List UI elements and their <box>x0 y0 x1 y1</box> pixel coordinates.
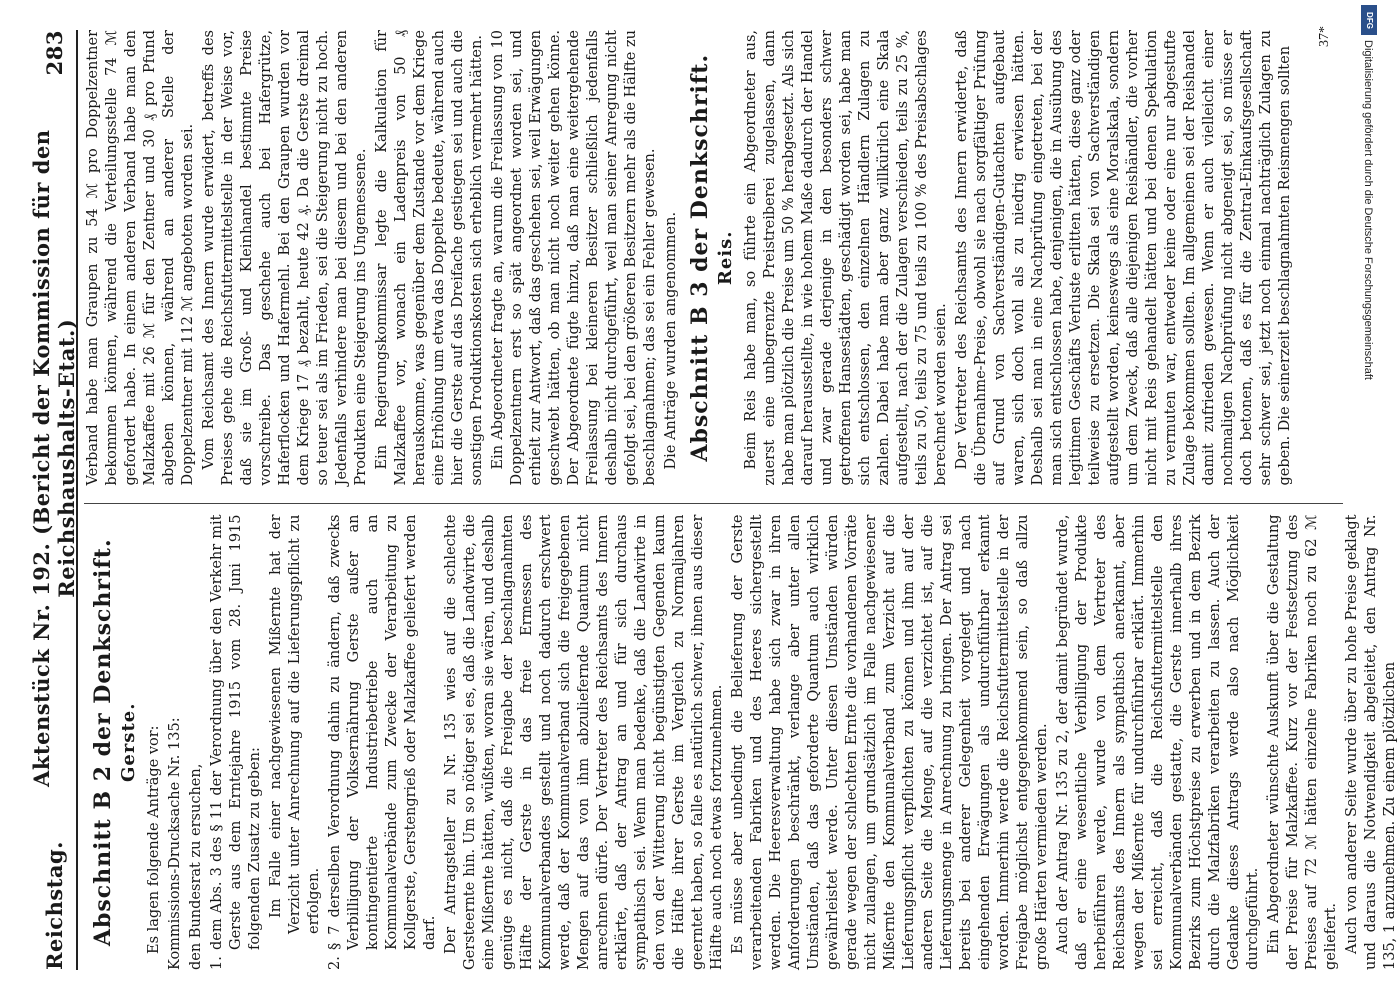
paragraph: den Bundesrat zu ersuchen, <box>188 763 204 970</box>
dfg-logo-text: DFG <box>1364 11 1374 29</box>
list-number: 2. <box>327 956 343 970</box>
column-right <box>84 30 1343 486</box>
header-left: Reichstag. <box>41 841 67 970</box>
page-number: 283 <box>41 30 67 76</box>
paragraph: Auch der Antrag Nr. 135 zu 2, der damit begründet wurde, daß er eine wesentliche Verbilligung der Produkte herbeiführen werde, wurde von dem Vertreter des Reichsamts des Innern als sympathisch anerkannt, aber wegen der Mißernte für undurchführbar erklärt. Immerhin sei erreicht, daß die Reichsfuttermittelstelle den Kommunalverbänden gestatte, die Gerste innerhalb ihres Bezirks zum Höchstpreise zu erwerben und in dem Bezirk durch die Malzfabriken verarbeiten zu lassen. Auch der Gedanke dieses Antrags werde also nach Möglichkeit durchgeführt. <box>1055 514 1261 970</box>
list-item <box>326 515 440 971</box>
sheet-signature: 37* <box>1317 26 1332 47</box>
column-left <box>84 504 1398 971</box>
list-number: 1. <box>209 956 225 970</box>
paragraph: Ein Abgeordneter wünschte Auskunft über die Gestaltung der Preise für Malzkaffee. Kurz vor der Festsetzung des Preises auf 72 ℳ hätten einzelne Fabriken noch zu 62 ℳ geliefert. <box>1266 514 1339 970</box>
paragraph: Ein Regierungskommissar legte die Kalkulation für Malzkaffee vor, wonach ein Ladenpreis von 50 ₰ herauskomme, was gegenüber dem Zustande vor dem Kriege eine Erhöhung um etwa das Doppelte bedeute, während auch hier die Gerste auf das Dreifache gestiegen sei und auch die sonstigen Produktionskosten sich erheblich vermehrt hätten. <box>374 30 485 486</box>
quote: Im Falle einer nachgewiesenen Mißernte hat der Verzicht unter Anrechnung auf die Lieferungspflicht zu erfolgen. <box>268 514 322 934</box>
paragraph: Es müsse aber unbedingt die Belieferung der Gerste verarbeitenden Fabriken und des Heeres sichergestellt werden. Die Heeresverwaltung habe sich zwar in ihren Anforderungen beschränkt, verlange aber unter allen Umständen, daß das geforderte Quantum auch wirklich gewährleistet werde. Unter diesen Umständen würden gerade wegen der schlechten Ernte die vorhandenen Vorräte nicht zulangen, um grundsätzlich im Falle nachgewiesener Mißernte den Kommunalverband zum Verzicht auf die Lieferungspflicht verpflichten zu können und ihm auf der anderen Seite die Menge, auf die verzichtet ist, auf die Lieferungsmenge in Anrechnung zu bringen. Der Antrag sei bereits bei anderer Gelegenheit vorgelegt und nach eingehenden Erwägungen als undurchführbar erkannt worden. Immerhin werde die Reichsfuttermittelstelle in der Freigabe möglichst entgegenkommend sein, so daß allzu große Härten vermieden werden. <box>730 514 1050 970</box>
paragraph: Die Anträge wurden angenommen. <box>663 211 679 470</box>
paragraph: Beim Reis habe man, so führte ein Abgeordneter aus, zuerst eine unbegrenzte Preistreiberei zugelassen, dann habe man plötzlich die Preise um 50 % herabgesetzt. Als sich darauf herausstellte, in wie hohem Maße dadurch der Handel und zwar gerade derjenige in den besonders schwer getroffenen Hansestädten, geschädigt worden sei, habe man sich entschlossen, den einzelnen Händlern Zulagen zu zahlen. Dabei habe man aber ganz willkürlich eine Skala aufgestellt, nach der die Zulagen verschieden, teils zu 25 %, teils zu 50, teils zu 75 und teils zu 100 % des Preisabschlages berechnet worden seien. <box>743 30 949 486</box>
subsection-title-reis: Reis. <box>715 230 736 286</box>
paragraph: Vom Reichsamt des Innern wurde erwidert, betreffs des Preises gehe die Reichsfuttermittelstelle in der Weise vor, daß sie im Groß- und Kleinhandel bestimmte Preise vorschreibe. Das geschehe auch bei Hafergrütze, Haferflocken und Hafermehl. Bei den Graupen wurden vor dem Kriege 17 ₰ bezahlt, heute 42 ₰. Da die Gerste dreimal so teuer sei als im Frieden, sei die Steigerung nicht zu hoch. Jedenfalls verhindere man bei diesem und bei den anderen Produkten eine Steigerung ins Ungemessene. <box>201 30 369 486</box>
paragraph: Verband habe man Graupen zu 54 ℳ pro Doppelzentner bekommen können, während die Verteilungsstelle 74 ℳ gefordert habe. In einem anderen Verband habe man den Malzkaffee mit 26 ℳ für den Zentner und 30 ₰ pro Pfund abgeben können, während an anderer Stelle der Doppelzentner mit 112 ℳ angeboten worden sei. <box>85 30 196 486</box>
section-title-b2: Abschnitt B 2 der Denkschrift. <box>90 538 116 947</box>
dfg-credit-strip <box>1359 40 1377 610</box>
paragraph: Auch von anderer Seite wurde über zu hohe Preise geklagt und daraus die Notwendigkeit abgeleitet, den Antrag Nr. 135, 1 anzunehmen. Zu einem plötzlichen <box>1344 514 1398 970</box>
list-item <box>208 515 265 971</box>
paragraph: Der Antragsteller zu Nr. 135 wies auf die schlechte Gersteernte hin. Um so nötiger sei es, daß die Landwirte, die eine Mißernte hätten, wüßten, woran sie wären, und deshalb genüge es nicht, daß die Freigabe der beschlagnahmten Hälfte der Gerste in das freie Ermessen des Kommunalverbandes gestellt und noch dadurch erschwert werde, daß der Kommunalverband sich die freigegebenen Mengen auf das von ihm abzuliefernde Quantum nicht anrechnen dürfe. Der Vertreter des Reichsamts des Innern erklärte, daß der Antrag an und für sich durchaus sympathisch sei. Wenn man bedenke, daß die Landwirte in den von der Witterung nicht begünstigten Gegenden kaum die Hälfte ihrer Gerste im Vergleich zu Normaljahren geerntet haben, so falle es natürlich schwer, ihnen aus dieser Hälfte auch noch etwas fortzunehmen. <box>443 514 725 970</box>
dfg-logo <box>1361 5 1377 35</box>
paragraph: Kommissions-Drucksache Nr. 135: <box>167 717 183 970</box>
subsection-title-gerste: Gerste. <box>118 702 139 782</box>
running-head <box>29 30 79 970</box>
paragraph: Es lagen folgende Anträge vor: <box>146 725 162 954</box>
section-title-b3: Abschnitt B 3 der Denkschrift. <box>687 53 713 462</box>
list-text: § 7 derselben Verordnung dahin zu ändern, daß zwecks Verbilligung der Volksernährung Gerste außer an kontingentierte Industriebetriebe auch an Kommunalverbände zum Zwecke der Verarbeitung zu Kollgerste, Gerstengrieß oder Malzkaffee geliefert werden darf. <box>327 514 438 950</box>
header-title: Aktenstück Nr. 192. (Bericht der Kommission für den Reichshaushalts-Etat.) <box>29 129 79 787</box>
paragraph: Ein Abgeordneter fragte an, warum die Freilassung von 10 Doppelzentnern erst so spät angeordnet worden sei, und erhielt zur Antwort, daß das geschehen sei, weil Erwägungen geschwebt hätten, ob man nicht noch weiter gehen könne. Der Abgeordnete fügte hinzu, daß man eine weitergehende Freilassung bei kleineren Besitzer schließlich jedenfalls deshalb nicht durchgeführt, weil man seiner Anregung nicht gefolgt sei, bei den größeren Besitzern mehr als die Hälfte zu beschlagnahmen; das sei ein Fehler gewesen. <box>490 30 658 486</box>
list-text: dem Abs. 3 des § 11 der Verordnung über den Verkehr mit Gerste aus dem Erntejahre 1915 vom 28. Juni 1915 folgenden Zusatz zu geben: <box>209 514 263 950</box>
dfg-credit-text: Digitalisierung gefördert durch die Deutsche Forschungsgemeinschaft <box>1362 40 1374 380</box>
paragraph: Der Vertreter des Reichsamts des Innern erwiderte, daß die Übernahme-Preise, obwohl sie nach sorgfältiger Prüfung auf Grund von Sachverständigen-Gutachten aufgebaut waren, sich doch wohl als zu niedrig erwiesen hätten. Deshalb sei man in eine Nachprüfung eingetreten, bei der man sich entschlossen habe, denjenigen, die in Ausübung des legitimen Geschäfts Verluste erlitten hätten, diese ganz oder teilweise zu ersetzen. Die Skala sei von Sachverständigen aufgestellt worden, keineswegs als eine Moralskala, sondern um dem Zweck, daß alle diejenigen Reishändler, die vorher nicht mit Reis gehandelt hätten und bei denen Spekulation zu vermuten war, entweder keine oder eine nur abgestufte Zulage bekommen sollten. Im allgemeinen sei der Reishandel damit zufrieden gewesen. Wenn er auch vielleicht einer nochmaligen Nachprüfung nicht abgeneigt sei, so müsse er doch betonen, daß es für die Zentral-Einkaufsgesellschaft sehr schwer sei, jetzt noch einmal nachträglich Zulagen zu geben. Die seinerzeit beschlagnahmten Reismengen sollten <box>954 30 1293 486</box>
